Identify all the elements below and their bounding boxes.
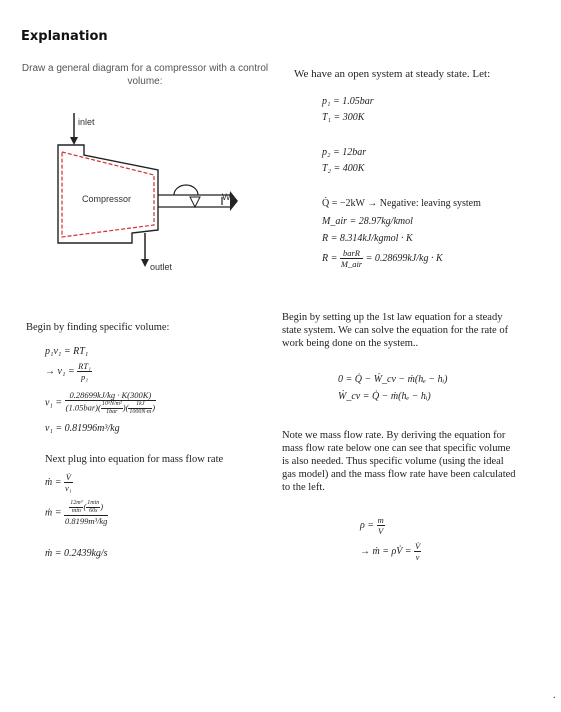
mass-flow-density-eq: → ṁ = ρV̇ = $\frac{V̇}{v}$	[360, 541, 421, 562]
T2-value: T₂ = 400K	[322, 163, 365, 174]
corner-mark: .	[553, 690, 556, 701]
mass-flow-intro: Next plug into equation for mass flow rate	[45, 454, 224, 465]
mass-flow-formula: ṁ = $\frac{V̇}{\text{v₁}}$	[45, 472, 72, 493]
mass-flow-result: ṁ = 0.2439kg/s	[45, 548, 108, 559]
diagram-caption: Draw a general diagram for a compressor with a control volume:	[21, 63, 269, 87]
molar-mass-value: M_air = 28.97kg/kmol	[322, 216, 413, 227]
specific-volume-intro: Begin by finding specific volume:	[26, 322, 170, 333]
work-rate-eq: Ẇ_cv = Q̇ − ṁ(hₑ − hᵢ)	[338, 391, 431, 402]
compressor-label: Compressor	[82, 194, 132, 204]
inlet-arrow-head	[70, 137, 78, 145]
mass-flow-note: Note we mass flow rate. By deriving the equation for mass flow rate below one can see that specific volume is also needed. Thus specific volume (using the ideal gas model) and the mass flow rate have been calculated to the left.	[282, 430, 516, 493]
shaft-coupling	[174, 185, 198, 195]
v1-result: v₁ = 0.81996m³/kg	[45, 423, 120, 434]
first-law-paragraph: Begin by setting up the 1st law equation for a steady state system. We can solve the equation for the rate of work being done on the system..	[282, 312, 509, 349]
p2-value: p₂ = 12bar	[322, 147, 367, 158]
ideal-gas-eq: p₁v₁ = RT₁	[45, 346, 89, 357]
compressor-diagram	[40, 105, 280, 280]
v1-formula: → v₁ = $\frac{\text{RT₁}}{\text{p₁}}$	[45, 361, 92, 382]
T1-value: T₁ = 300K	[322, 112, 365, 123]
outlet-label: outlet	[150, 262, 173, 272]
page-heading: Explanation	[21, 29, 108, 44]
v1-substitution: v₁ = 0.28699kJ/kg · K(300K) (1.05bar)( 10⁵N/m² 1bar )( $\frac{1kJ}{1000N\cdot m}$ )	[45, 390, 156, 415]
outlet-arrow-head	[141, 259, 149, 267]
work-label: Wᵢₙ	[222, 192, 236, 202]
shaft-bearing	[190, 197, 200, 207]
p1-value: p₁ = 1.05bar	[322, 96, 374, 107]
heat-rate-value: Q̇ = −2kW → Negative: leaving system	[322, 198, 481, 209]
density-eq: ρ = $\frac{m}{V}$	[360, 515, 384, 536]
gas-constant-equation: R = $\frac{\text{barR}}{\text{M\_air}}$ = 0.28699kJ/kg · K	[322, 248, 443, 269]
givens-intro: We have an open system at steady state. Let:	[294, 68, 491, 80]
first-law-eq: 0 = Q̇ − Ẇ_cv − ṁ(hₑ − hᵢ)	[338, 374, 448, 385]
inlet-label: inlet	[78, 117, 95, 127]
universal-gas-constant: R = 8.314kJ/kgmol · K	[322, 233, 413, 244]
mass-flow-substitution: ṁ = 12m³ min ( 1min 60s ) 0.8199m³/kg	[45, 500, 108, 526]
